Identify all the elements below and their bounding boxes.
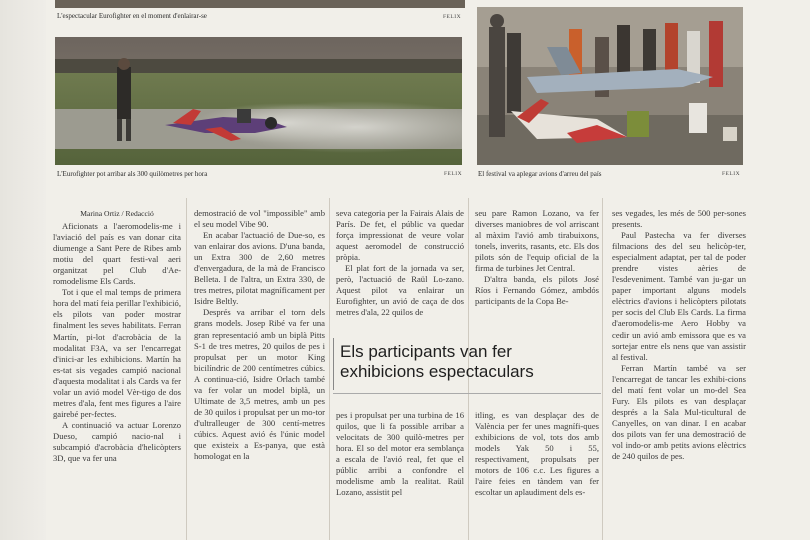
eurofighter-runway-image	[55, 37, 462, 165]
article-column-1	[53, 208, 181, 464]
column-rule	[329, 198, 330, 540]
headline-bottom-rule	[333, 393, 601, 394]
article-column-2	[194, 208, 325, 462]
article-paragraph: En acabar l'actuació de Due-so, es van enlairar dos avions. D'una banda, un Extra 300 de 2,60 metres d'envergadura, de la mà de Francisco Belleta. I de l'altra, un Extra 330, de tres metres, pilotat magníficament per Isidre Beltly.	[194, 230, 325, 307]
runway-photo-credit: FELIX	[444, 171, 463, 177]
eurofighter-runway-photo	[55, 37, 462, 165]
article-column-3-top	[336, 208, 464, 318]
article-paragraph: pes i propulsat per una turbina de 16 quilos, que li fa possible arribar a velocitats de 300 quilò-metres per hora. El so del motor era semblança a escala de l'avió real, fet que el públic arribi a confondre el modelisme amb la realitat. Raül Lozano, assistit pel	[336, 410, 464, 498]
article-column-4-bottom	[475, 410, 599, 498]
article-column-5	[612, 208, 746, 462]
article-paragraph: Paul Pastecha va fer diverses filmacions des del seu helicòp-ter, especialment adaptat, per tal de poder prendre vistes aèries de l'esdeveniment. També van ju-gar un paper important alguns models elèctrics d'avions i helicòpters pilotats per socis del Club Els Cards. La firma d'aeromodelis-me Aero Hobby va cedir un avió amb emissora que es va sortejar entre els nens que van assistir al festival.	[612, 230, 746, 362]
scan-margin	[0, 0, 46, 540]
article-byline: Marina Ortiz / Redacció	[80, 209, 154, 218]
top-photo-credit: FELIX	[443, 14, 462, 20]
article-paragraph: Després va arribar el torn dels grans models. Josep Ribé va fer una gran representació amb un biplà Pitts S-1 de tres metres, 20 quilos de pes i propulsat per un motor King bicilíndric de 200 centímetres cúbics. A continua-ció, Isidre Orlach també va fer volar un model biplà, un Ultimate de 3,5 metres, amb un pes de 30 quilos i propulsat per un mo-tor d'ultralleuger de 300 centí-metres cúbics. Aquest avió és l'únic model que existeix a Es-panya, que està homologat en la	[194, 307, 325, 462]
festival-crowd-photo	[477, 7, 743, 165]
article-paragraph: Ferran Martín també va ser l'encarregat de tancar les exhibi-cions del matí fent volar un mo-del Sea Fury. Els pilots es van desplaçar després a la Sala Mul-ticultural de Canyelles, on van dinar. I en acabar dos pilots van fer una demostració de vol indo-or amb petits avions elèctrics de 240 quilos de pes.	[612, 362, 746, 462]
article-paragraph: seu pare Ramon Lozano, va fer diverses maniobres de vol arriscant al màxim l'avió amb tirabuixons, tonels, inverits, rasants, etc. Els dos pilots són de l'equip oficial de la firma de turbines Jet Central.	[475, 208, 599, 274]
runway-photo-caption: L'Eurofighter pot arribar als 300 quilòmetres per hora	[57, 170, 208, 178]
headline-rule	[333, 338, 334, 390]
article-paragraph: itling, es van desplaçar des de València per fer unes magnífi-ques exhibicions de vol, tots dos amb models Yak 50 i 55, respectivament, propulsats per motors de 106 c.c. Les figures a l'aire feies en tàndem van fer escoltar un aplaudiment dels es-	[475, 410, 599, 498]
festival-crowd-image	[477, 7, 743, 165]
top-photo-caption: L'espectacular Eurofighter en el moment d'enlairar-se	[57, 12, 207, 20]
article-paragraph: Aficionats a l'aeromodelis-me i l'aviació del país es van donar cita diumenge a Sant Pere de Ribes amb motiu del quart festi-val aeri organitzat pel Club d'Ae-romodelisme Els Cards.	[53, 221, 181, 287]
column-rule	[186, 198, 187, 540]
article-paragraph: Tot i que el mal temps de primera hora del matí feia perillar l'exhibició, els pilots van poder mostrar finalment les seves habilitats. Ferran Martín, pi-lot d'acrobàcia de la modalitat F3A, va ser l'encarregat d'inici-ar les exhibicions. Martín ha es-tat sis vegades campió nacional d'aquesta modalitat i als Cards va fer volar un avió model Vèr-tigo de dos metres d'ala, fent mes figures a l'aire gairebé per-fectes.	[53, 287, 181, 419]
article-paragraph: demostració de vol "impossible" amb el seu model Vibe 90.	[194, 208, 325, 230]
column-rule	[602, 198, 603, 540]
article-paragraph: A continuació va actuar Lorenzo Dueso, campió nacio-nal i subcampió d'acrobàcia d'helicòpters 3D, que va fer una	[53, 419, 181, 464]
article-paragraph: El plat fort de la jornada va ser, però, l'actuació de Raül Lo-zano. Aquest pilot va enlairar un Eurofighter, un avió de caça de dos metres d'ala, 22 quilos de	[336, 263, 464, 318]
festival-photo-credit: FELIX	[722, 171, 741, 177]
article-paragraph: D'altra banda, els pilots José Ríos i Fernando Gómez, ambdós participants de la Copa Be-	[475, 274, 599, 307]
article-paragraph: seva categoria per la Fairais Alais de París. De fet, el públic va quedar força impressionat de veure volar aquest aeromodel de construcció pròpia.	[336, 208, 464, 263]
article-subheadline: Els participants van fer exhibicions espectaculars	[340, 342, 534, 381]
festival-photo-caption: El festival va aplegar avions d'arreu del país	[478, 170, 602, 178]
article-paragraph: ses vegades, les més de 500 per-sones presents.	[612, 208, 746, 230]
article-column-3-bottom	[336, 410, 464, 498]
article-column-4-top	[475, 208, 599, 307]
top-photo-edge	[55, 0, 465, 8]
